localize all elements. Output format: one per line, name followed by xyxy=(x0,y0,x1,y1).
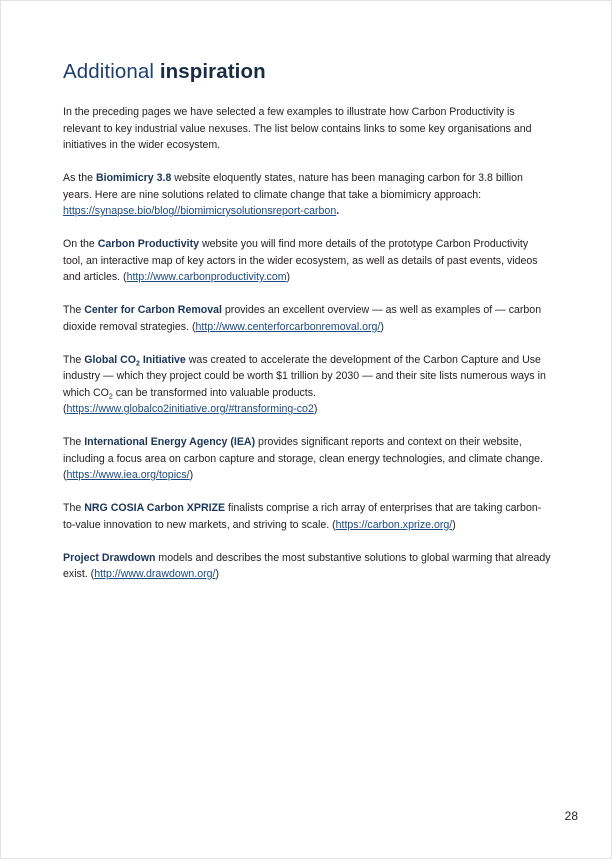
text-span: The xyxy=(63,353,85,366)
text-span: can be transformed into valuable products. ( xyxy=(63,386,316,415)
text-span: The xyxy=(63,304,85,316)
org-name-iea: International Energy Agency (IEA) xyxy=(84,436,256,448)
title-light: Additional xyxy=(63,60,155,83)
text-span: The xyxy=(63,436,85,448)
carbon-productivity-link[interactable]: http://www.carbonproductivity.com xyxy=(126,271,287,283)
carbon-removal-link[interactable]: http://www.centerforcarbonremoval.org/ xyxy=(195,320,381,333)
org-name-xprize: NRG COSIA Carbon XPRIZE xyxy=(84,502,226,514)
org-name-carbon-removal: Center for Carbon Removal xyxy=(84,304,222,316)
carbon-productivity-paragraph xyxy=(63,236,551,286)
text-span: On the xyxy=(63,238,98,250)
page-number: 28 xyxy=(564,809,578,823)
text-span: was created to accelerate the development of the Carbon Capture and Use industry — which they project could be worth $1 trillion by 2030 — and their site lists numerous ways in which CO xyxy=(63,353,546,399)
body-content xyxy=(63,104,551,599)
global-co2-paragraph xyxy=(63,352,551,418)
biomimicry-paragraph xyxy=(63,170,551,220)
title-bold: inspiration xyxy=(159,60,266,83)
org-name-global-co2 xyxy=(84,354,186,366)
text-span: As the xyxy=(63,172,96,184)
biomimicry-link[interactable]: https://synapse.bio/blog//biomimicrysolutionsreport-carbon xyxy=(63,205,337,217)
text-span: ) xyxy=(380,320,384,333)
intro-paragraph: In the preceding pages we have selected a few examples to illustrate how Carbon Productivity is relevant to key industrial value nexuses. The list below contains links to some key organisations and initiatives in the wider ecosystem. xyxy=(63,106,532,151)
text-span: Initiative xyxy=(139,353,186,366)
drawdown-link[interactable]: http://www.drawdown.org/ xyxy=(94,568,216,580)
global-co2-link[interactable]: https://www.globalco2initiative.org/#transforming-co2 xyxy=(66,403,314,415)
text-span: ) xyxy=(286,271,291,283)
iea-link[interactable]: https://www.iea.org/topics/ xyxy=(66,469,190,481)
text-span: website eloquently states, nature has been managing carbon for 3.8 billion years. Here are nine solutions related to climate change that take a biomimicry approach: xyxy=(63,172,523,201)
xprize-link[interactable]: https://carbon.xprize.org/ xyxy=(335,518,453,531)
subscript: 2 xyxy=(108,393,113,400)
text-span: . xyxy=(336,205,340,217)
text-span: Global CO xyxy=(84,353,136,366)
org-name-biomimicry: Biomimicry 3.8 xyxy=(95,172,172,184)
text-span: ) xyxy=(452,518,456,531)
text-span: ) xyxy=(189,469,194,481)
subscript: 2 xyxy=(136,360,140,367)
drawdown-paragraph xyxy=(63,550,551,583)
text-span: website you will find more details of the prototype Carbon Productivity tool, an interactive map of key actors in the wider ecosystem, as well as details of past events, videos and articles. ( xyxy=(63,238,538,283)
carbon-removal-paragraph xyxy=(63,302,551,335)
xprize-paragraph xyxy=(63,500,551,533)
text-span: finalists comprise a rich array of enterprises that are taking carbon-to-value innovation to new markets, and striving to scale. ( xyxy=(63,502,542,531)
text-span: models and describes the most substantive solutions to global warming that already exist. ( xyxy=(63,551,551,580)
org-name-drawdown: Project Drawdown xyxy=(63,551,156,564)
text-span: provides significant reports and context on their website, including a focus area on carbon capture and storage, clean energy technologies, and climate change. ( xyxy=(63,436,543,481)
org-name-carbon-productivity: Carbon Productivity xyxy=(97,238,199,250)
page-title xyxy=(63,60,266,84)
iea-paragraph xyxy=(63,434,551,484)
text-span: ) xyxy=(313,403,318,415)
text-span: ) xyxy=(215,568,220,580)
text-span: The xyxy=(63,502,85,514)
text-span: provides an excellent overview — as well as examples of — carbon dioxide removal strategies. ( xyxy=(63,304,542,333)
